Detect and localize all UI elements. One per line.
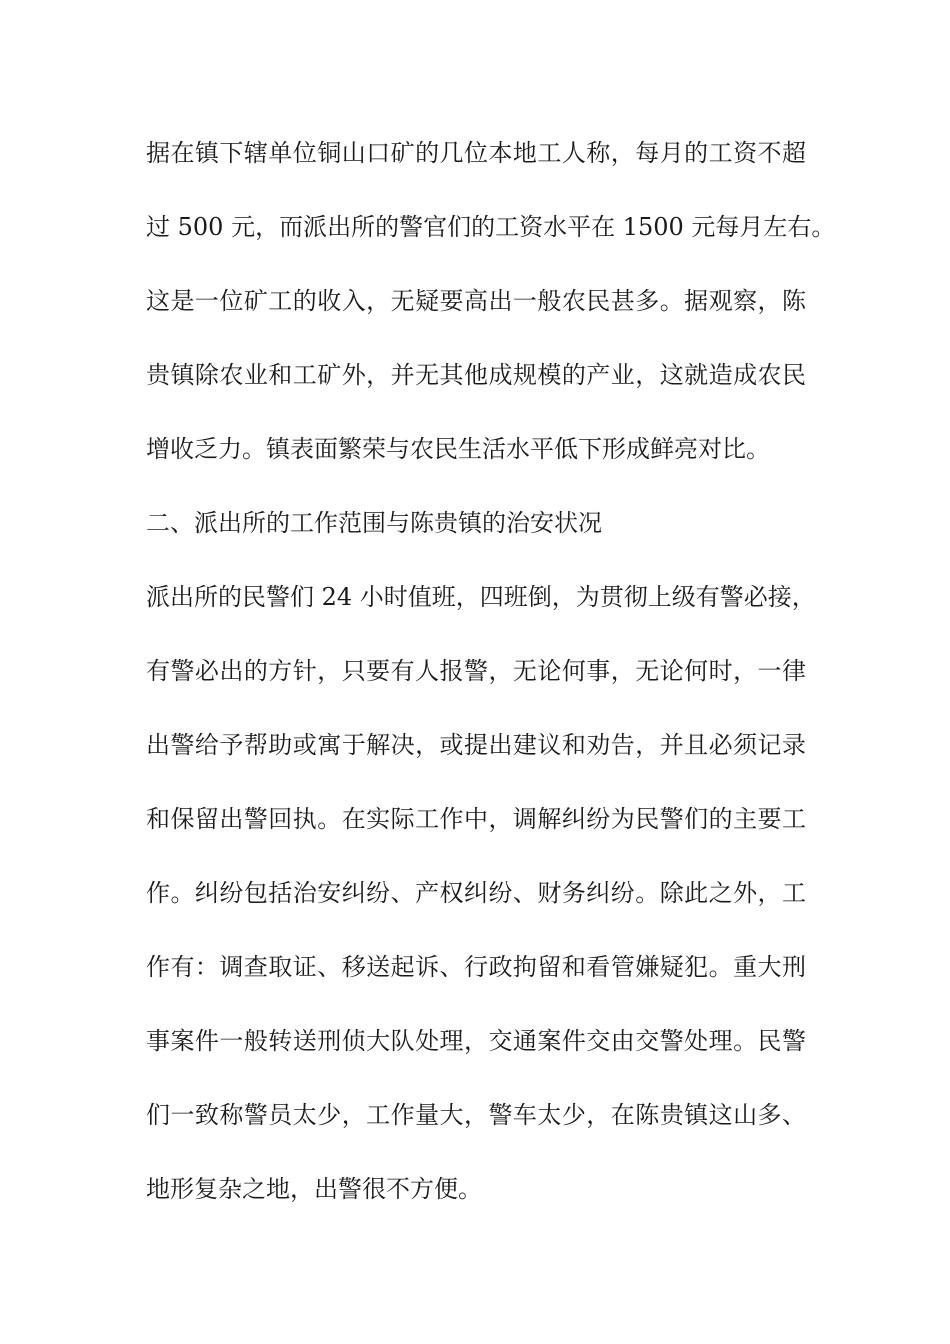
body-text [146, 132, 836, 1242]
text-line-14: 们一致称警员太少，工作量大，警车太少，在陈贵镇这山多、 [146, 1101, 806, 1129]
text-line-12: 作有：调查取证、移送起诉、行政拘留和看管嫌疑犯。重大刑 [146, 953, 806, 981]
text-line-2: 过 500 元，而派出所的警官们的工资水平在 1500 元每月左右。 [146, 213, 836, 241]
text-line-9: 出警给予帮助或寓于解决，或提出建议和劝告，并且必须记录 [146, 731, 806, 759]
text-line-15: 地形复杂之地，出警很不方便。 [146, 1175, 482, 1203]
text-line-5: 增收乏力。镇表面繁荣与农民生活水平低下形成鲜亮对比。 [146, 435, 770, 463]
text-line-10: 和保留出警回执。在实际工作中，调解纠纷为民警们的主要工 [146, 805, 806, 833]
text-line-3: 这是一位矿工的收入，无疑要高出一般农民甚多。据观察，陈 [146, 287, 806, 315]
text-line-13: 事案件一般转送刑侦大队处理，交通案件交由交警处理。民警 [146, 1027, 806, 1055]
text-line-11: 作。纠纷包括治安纠纷、产权纠纷、财务纠纷。除此之外，工 [146, 879, 806, 907]
text-line-4: 贵镇除农业和工矿外，并无其他成规模的产业，这就造成农民 [146, 361, 806, 389]
text-line-7: 派出所的民警们 24 小时值班，四班倒，为贯彻上级有警必接， [146, 583, 816, 611]
text-line-8: 有警必出的方针，只要有人报警，无论何事，无论何时，一律 [146, 657, 806, 685]
text-line-1: 据在镇下辖单位铜山口矿的几位本地工人称，每月的工资不超 [146, 139, 806, 167]
section-heading: 二、派出所的工作范围与陈贵镇的治安状况 [146, 509, 602, 537]
